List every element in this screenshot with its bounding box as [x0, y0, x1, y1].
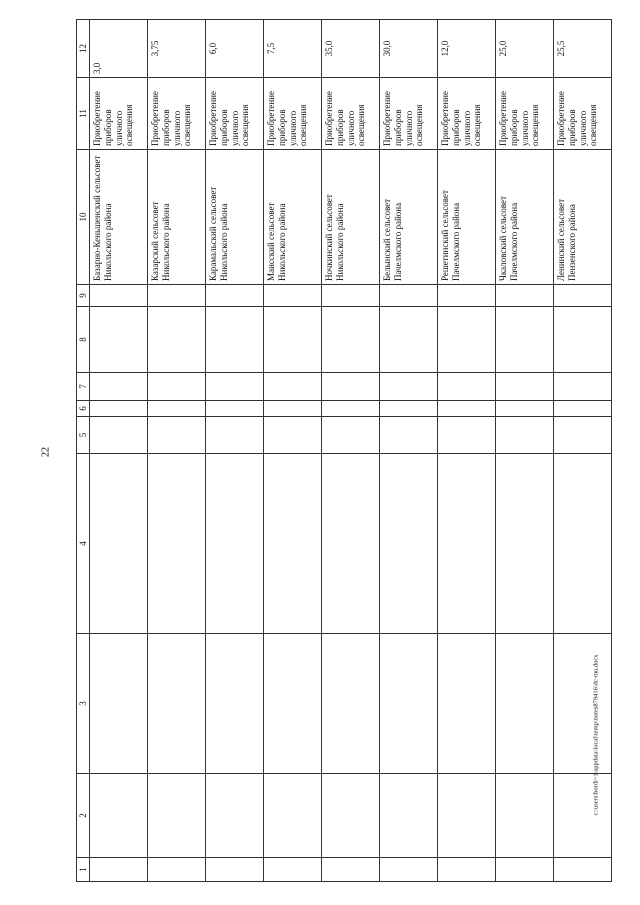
- empty-cell: [264, 401, 322, 417]
- empty-cell: [90, 634, 148, 774]
- empty-cell: [264, 307, 322, 373]
- recipient-cell: Ленинский сельсовет Пензенского района: [554, 150, 612, 285]
- empty-cell: [206, 307, 264, 373]
- empty-cell: [380, 373, 438, 401]
- empty-cell: [148, 285, 206, 307]
- empty-cell: [148, 634, 206, 774]
- empty-cell: [438, 634, 496, 774]
- recipient-cell: Белынский сельсовет Пачелмского района: [380, 150, 438, 285]
- table-row: [322, 20, 380, 882]
- empty-cell: [148, 401, 206, 417]
- empty-cell: [496, 774, 554, 858]
- empty-cell: [380, 285, 438, 307]
- amount-cell: 3,75: [148, 20, 206, 78]
- recipient-cell: Решетинский сельсовет Пачелмского района: [438, 150, 496, 285]
- empty-cell: [322, 373, 380, 401]
- empty-cell: [206, 454, 264, 634]
- purpose-cell: Приобретение приборов уличного освещения: [322, 78, 380, 150]
- empty-cell: [554, 285, 612, 307]
- amount-cell: 12,0: [438, 20, 496, 78]
- table-row: [206, 20, 264, 882]
- empty-cell: [438, 858, 496, 882]
- amount-cell: 6,0: [206, 20, 264, 78]
- column-header: 9: [77, 285, 90, 307]
- empty-cell: [438, 307, 496, 373]
- empty-cell: [90, 454, 148, 634]
- column-header: 10: [77, 150, 90, 285]
- recipient-cell: Казарский сельсовет Никольского района: [148, 150, 206, 285]
- empty-cell: [554, 774, 612, 858]
- file-path: c:\users\bordi~1\appdata\local\temp\notes879416\dc-mu.docx: [592, 654, 600, 816]
- empty-cell: [554, 634, 612, 774]
- empty-cell: [148, 454, 206, 634]
- empty-cell: [264, 634, 322, 774]
- empty-cell: [264, 858, 322, 882]
- empty-cell: [206, 774, 264, 858]
- empty-cell: [438, 454, 496, 634]
- empty-cell: [322, 417, 380, 454]
- column-header: 8: [77, 307, 90, 373]
- recipient-cell: Базарно-Кеньшенский сельсовет Никольского района: [90, 150, 148, 285]
- purpose-cell: Приобретение приборов уличного освещения: [380, 78, 438, 150]
- empty-cell: [206, 858, 264, 882]
- column-header: 6: [77, 401, 90, 417]
- purpose-cell: Приобретение приборов уличного освещения: [438, 78, 496, 150]
- budget-table: [76, 19, 612, 882]
- amount-cell: 7,5: [264, 20, 322, 78]
- recipient-cell: Ночкинский сельсовет Никольского района: [322, 150, 380, 285]
- table-row: [496, 20, 554, 882]
- empty-cell: [380, 774, 438, 858]
- empty-cell: [496, 401, 554, 417]
- empty-cell: [496, 417, 554, 454]
- column-header: 12: [77, 20, 90, 78]
- empty-cell: [264, 285, 322, 307]
- empty-cell: [496, 307, 554, 373]
- empty-cell: [554, 858, 612, 882]
- empty-cell: [438, 401, 496, 417]
- column-header: 3: [77, 634, 90, 774]
- recipient-cell: Чкаловский сельсовет Пачелмского района: [496, 150, 554, 285]
- empty-cell: [264, 454, 322, 634]
- empty-cell: [554, 417, 612, 454]
- empty-cell: [380, 858, 438, 882]
- empty-cell: [496, 285, 554, 307]
- empty-cell: [496, 858, 554, 882]
- purpose-cell: Приобретение приборов уличного освещения: [90, 78, 148, 150]
- table-row: [148, 20, 206, 882]
- purpose-cell: Приобретение приборов уличного освещения: [206, 78, 264, 150]
- empty-cell: [90, 401, 148, 417]
- table-row: [90, 20, 148, 882]
- column-header: 2: [77, 774, 90, 858]
- empty-cell: [264, 774, 322, 858]
- empty-cell: [438, 285, 496, 307]
- empty-cell: [380, 307, 438, 373]
- empty-cell: [554, 373, 612, 401]
- amount-cell: 35,0: [322, 20, 380, 78]
- empty-cell: [380, 634, 438, 774]
- purpose-cell: Приобретение приборов уличного освещения: [496, 78, 554, 150]
- purpose-cell: Приобретение приборов уличного освещения: [264, 78, 322, 150]
- empty-cell: [148, 417, 206, 454]
- empty-cell: [380, 401, 438, 417]
- empty-cell: [554, 307, 612, 373]
- column-header: 7: [77, 373, 90, 401]
- empty-cell: [148, 373, 206, 401]
- empty-cell: [438, 774, 496, 858]
- table-row: [380, 20, 438, 882]
- column-header: 11: [77, 78, 90, 150]
- empty-cell: [264, 373, 322, 401]
- amount-cell: 25,5: [554, 20, 612, 78]
- empty-cell: [554, 401, 612, 417]
- amount-cell: 30,0: [380, 20, 438, 78]
- empty-cell: [496, 454, 554, 634]
- empty-cell: [90, 774, 148, 858]
- empty-cell: [322, 307, 380, 373]
- table-row: [264, 20, 322, 882]
- empty-cell: [554, 454, 612, 634]
- empty-cell: [90, 417, 148, 454]
- table-row: [438, 20, 496, 882]
- empty-cell: [148, 774, 206, 858]
- column-number-row: [77, 20, 90, 882]
- empty-cell: [380, 454, 438, 634]
- empty-cell: [438, 373, 496, 401]
- empty-cell: [148, 307, 206, 373]
- amount-cell: 25,0: [496, 20, 554, 78]
- column-header: 4: [77, 454, 90, 634]
- empty-cell: [264, 417, 322, 454]
- empty-cell: [148, 858, 206, 882]
- page-number: 22: [40, 447, 52, 457]
- purpose-cell: Приобретение приборов уличного освещения: [554, 78, 612, 150]
- empty-cell: [322, 858, 380, 882]
- recipient-cell: Карамальский сельсовет Никольского района: [206, 150, 264, 285]
- empty-cell: [322, 285, 380, 307]
- empty-cell: [90, 858, 148, 882]
- recipient-cell: Маисский сельсовет Никольского района: [264, 150, 322, 285]
- empty-cell: [322, 454, 380, 634]
- empty-cell: [206, 634, 264, 774]
- empty-cell: [496, 634, 554, 774]
- empty-cell: [380, 417, 438, 454]
- amount-cell: 3,0: [90, 20, 148, 78]
- column-header: 1: [77, 858, 90, 882]
- purpose-cell: Приобретение приборов уличного освещения: [148, 78, 206, 150]
- empty-cell: [438, 417, 496, 454]
- empty-cell: [90, 307, 148, 373]
- empty-cell: [496, 373, 554, 401]
- column-header: 5: [77, 417, 90, 454]
- empty-cell: [90, 285, 148, 307]
- empty-cell: [90, 373, 148, 401]
- empty-cell: [322, 401, 380, 417]
- empty-cell: [206, 285, 264, 307]
- empty-cell: [206, 373, 264, 401]
- empty-cell: [322, 634, 380, 774]
- empty-cell: [206, 401, 264, 417]
- table-row: [554, 20, 612, 882]
- empty-cell: [322, 774, 380, 858]
- empty-cell: [206, 417, 264, 454]
